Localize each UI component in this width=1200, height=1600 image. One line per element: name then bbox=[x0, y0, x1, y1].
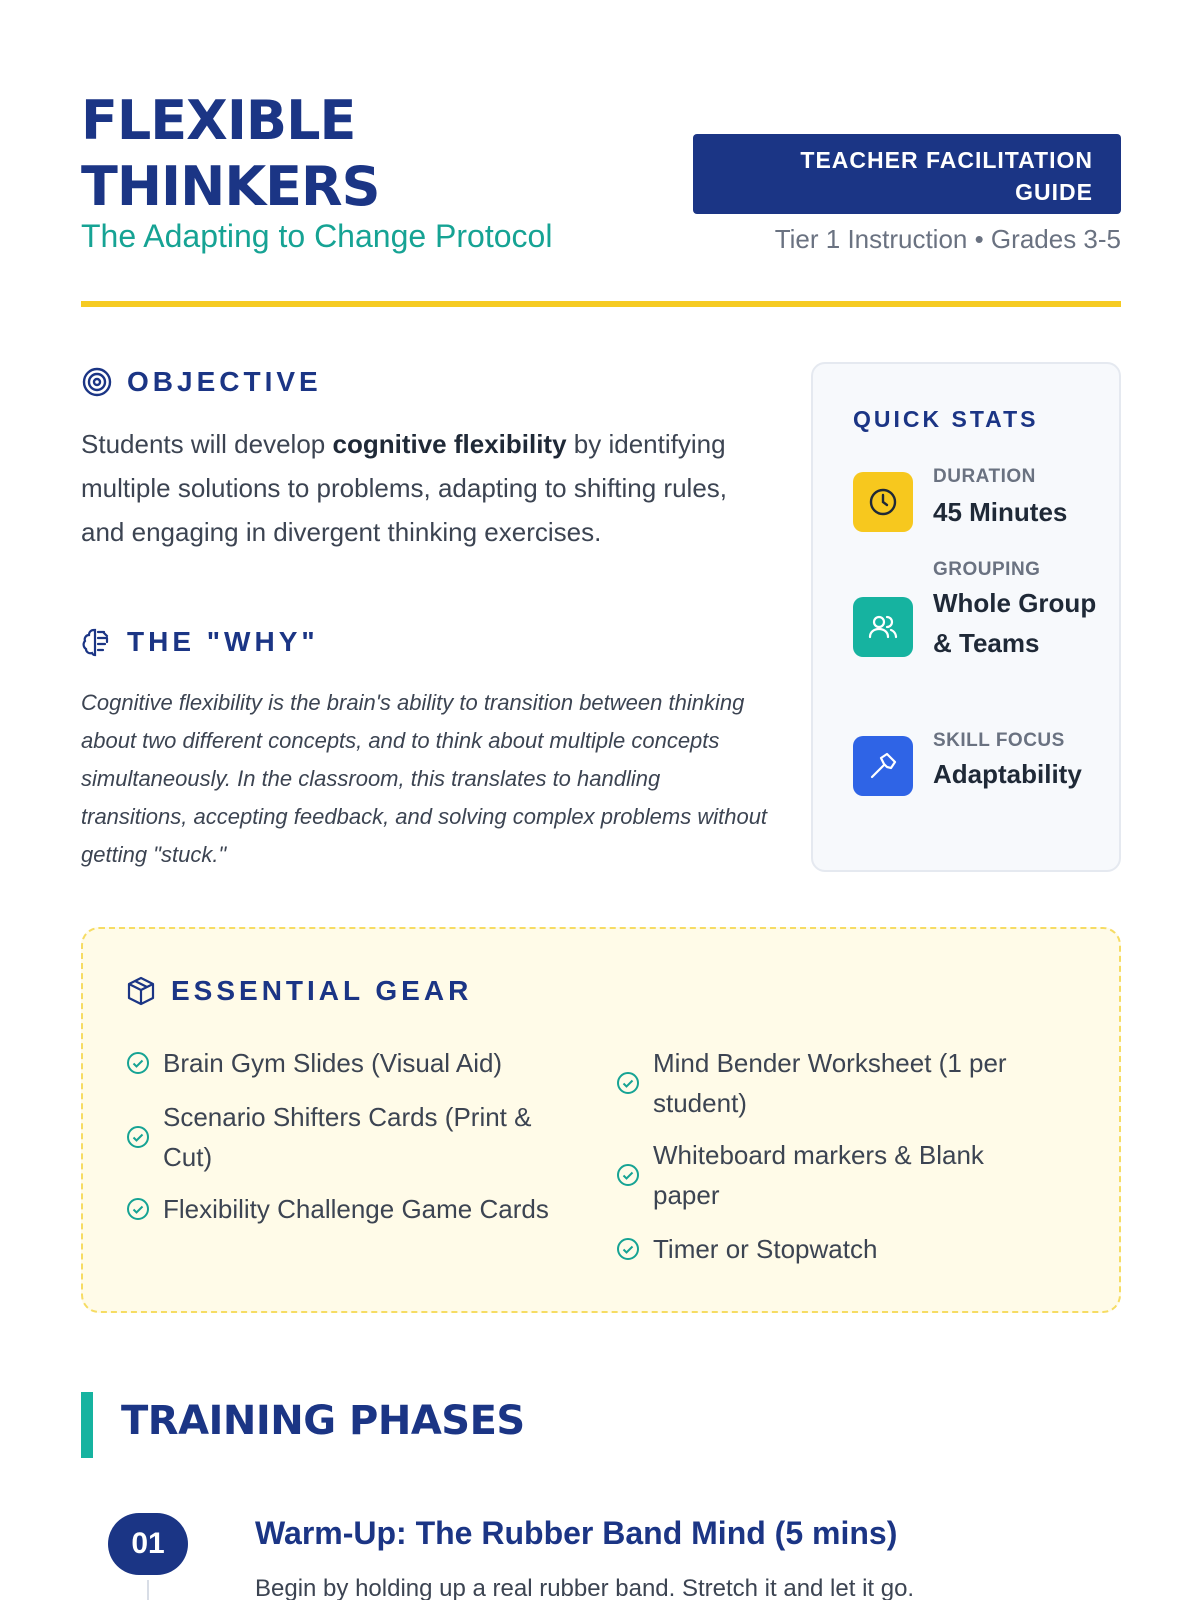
title-line-2: THINKERS bbox=[81, 155, 380, 218]
gear-item bbox=[125, 1097, 575, 1177]
check-circle-icon bbox=[125, 1050, 151, 1076]
clock-icon bbox=[853, 472, 913, 532]
gear-item bbox=[125, 1043, 575, 1083]
phase-timeline-line bbox=[147, 1580, 149, 1600]
stat-grouping-label: GROUPING bbox=[933, 559, 1041, 580]
gear-item bbox=[615, 1135, 1035, 1215]
guide-badge-line-2: GUIDE bbox=[1015, 179, 1093, 205]
gear-item-text: Timer or Stopwatch bbox=[653, 1234, 878, 1264]
gear-item-text: Scenario Shifters Cards (Print & Cut) bbox=[163, 1102, 532, 1172]
gear-heading-text: ESSENTIAL GEAR bbox=[171, 975, 473, 1006]
check-circle-icon bbox=[615, 1162, 641, 1188]
gear-item-text: Flexibility Challenge Game Cards bbox=[163, 1194, 549, 1224]
page-header bbox=[81, 88, 1121, 308]
page-subtitle: The Adapting to Change Protocol bbox=[81, 218, 553, 254]
gear-item-text: Brain Gym Slides (Visual Aid) bbox=[163, 1048, 503, 1078]
stat-duration-value: 45 Minutes bbox=[933, 497, 1068, 527]
objective-text-start: Students will develop bbox=[81, 429, 333, 459]
why-heading-text: THE "WHY" bbox=[127, 626, 319, 657]
stat-duration-label: DURATION bbox=[933, 466, 1036, 487]
tier-grade-label: Tier 1 Instruction • Grades 3-5 bbox=[774, 224, 1121, 254]
header-divider bbox=[81, 301, 1121, 307]
users-icon bbox=[853, 597, 913, 657]
phase-title: Warm-Up: The Rubber Band Mind (5 mins) bbox=[255, 1515, 898, 1551]
essential-gear-box bbox=[81, 927, 1121, 1313]
check-circle-icon bbox=[615, 1070, 641, 1096]
stat-grouping-value: Whole Group & Teams bbox=[933, 588, 1097, 658]
brain-icon bbox=[81, 626, 113, 658]
gear-heading bbox=[125, 975, 472, 1007]
gear-item bbox=[125, 1189, 605, 1229]
stat-skill-value: Adaptability bbox=[933, 759, 1082, 789]
quick-stats-card bbox=[811, 362, 1121, 872]
objective-heading-text: OBJECTIVE bbox=[127, 366, 322, 397]
package-icon bbox=[125, 975, 157, 1007]
objective-text-bold: cognitive flexibility bbox=[332, 429, 567, 459]
why-text: Cognitive flexibility is the brain's ability to transition between thinking about two different concepts, and to think about multiple concepts simultaneously. In the classroom, this translates to handling transitions, accepting feedback, and solving complex problems without getting "stuck." bbox=[81, 690, 768, 867]
check-circle-icon bbox=[125, 1124, 151, 1150]
page-title bbox=[81, 88, 481, 220]
quick-stats-heading: QUICK STATS bbox=[853, 406, 1039, 432]
guide-badge bbox=[693, 134, 1121, 214]
hammer-icon bbox=[853, 736, 913, 796]
phases-heading: TRAINING PHASES bbox=[121, 1398, 525, 1444]
gear-item-text: Mind Bender Worksheet (1 per student) bbox=[653, 1048, 1007, 1118]
phases-accent-bar bbox=[81, 1392, 93, 1458]
target-icon bbox=[81, 366, 113, 398]
objective-text-end: by identifying multiple solutions to problems, adapting to shifting rules, and engaging in divergent thinking exercises. bbox=[81, 429, 728, 547]
phase-description: Begin by holding up a real rubber band. Stretch it and let it go. bbox=[255, 1575, 915, 1600]
stat-skill-label: SKILL FOCUS bbox=[933, 730, 1065, 751]
objective-text bbox=[81, 422, 771, 554]
title-line-1: FLEXIBLE bbox=[81, 89, 356, 152]
phase-number-badge: 01 bbox=[108, 1513, 188, 1575]
check-circle-icon bbox=[125, 1196, 151, 1222]
why-heading bbox=[81, 626, 319, 658]
gear-item-text: Whiteboard markers & Blank paper bbox=[653, 1140, 984, 1210]
gear-item bbox=[615, 1229, 1055, 1269]
objective-heading bbox=[81, 366, 322, 398]
guide-badge-line-1: TEACHER FACILITATION bbox=[800, 147, 1093, 173]
gear-item bbox=[615, 1043, 1055, 1123]
check-circle-icon bbox=[615, 1236, 641, 1262]
